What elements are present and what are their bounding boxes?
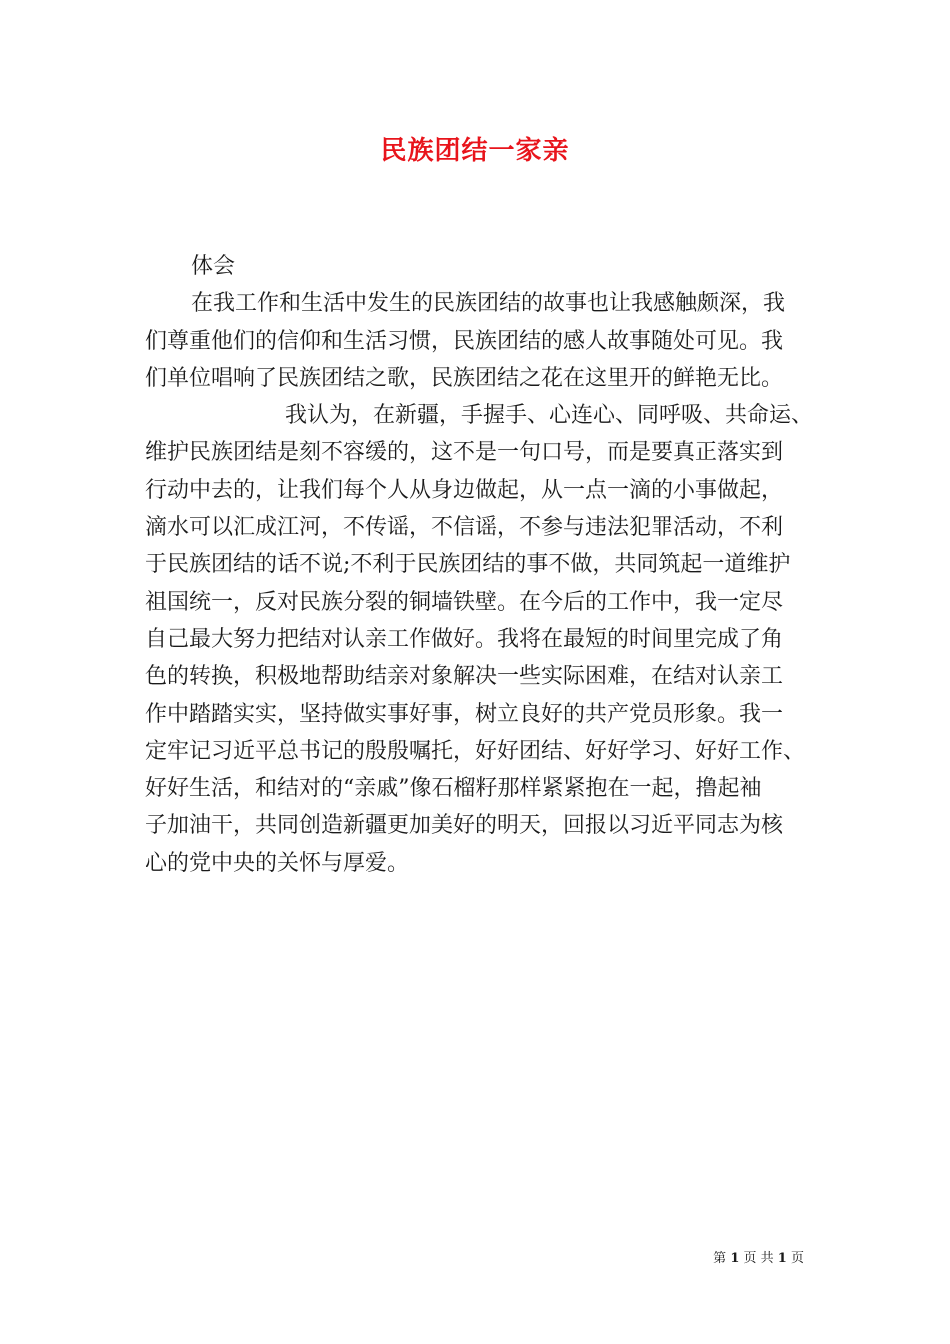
paragraph-line: 定牢记习近平总书记的殷殷嘱托，好好团结、好好学习、好好工作、 <box>145 738 806 764</box>
footer-middle: 页 共 <box>743 1251 774 1266</box>
paragraph-line: 我认为，在新疆，手握手、心连心、同呼吸、共命运、 <box>285 403 814 429</box>
heading-label: 体会 <box>191 254 236 279</box>
paragraph-line: 作中踏踏实实，坚持做实事好事，树立良好的共产党员形象。我一 <box>145 701 784 727</box>
paragraph-line: 心的党中央的关怀与厚爱。 <box>145 850 410 876</box>
paragraph-line: 们尊重他们的信仰和生活习惯，民族团结的感人故事随处可见。我 <box>145 328 784 354</box>
paragraph-line: 于民族团结的话不说;不利于民族团结的事不做，共同筑起一道维护 <box>145 552 791 578</box>
footer-prefix: 第 <box>713 1251 727 1266</box>
footer-page-number: 1 <box>730 1251 740 1266</box>
page-footer <box>713 1247 804 1266</box>
paragraph-line: 在我工作和生活中发生的民族团结的故事也让我感触颇深，我 <box>191 291 786 317</box>
paragraph-line: 滴水可以汇成江河，不传谣，不信谣，不参与违法犯罪活动，不利 <box>145 515 784 541</box>
paragraph-line: 行动中去的，让我们每个人从身边做起，从一点一滴的小事做起， <box>145 477 784 503</box>
footer-total-pages: 1 <box>777 1251 787 1266</box>
paragraph-2 <box>145 397 814 882</box>
paragraph-line: 自己最大努力把结对认亲工作做好。我将在最短的时间里完成了角 <box>145 626 784 652</box>
paragraph-line: 色的转换，积极地帮助结亲对象解决一些实际困难，在结对认亲工 <box>145 664 784 690</box>
document-title: 民族团结一家亲 <box>380 136 570 166</box>
document-body <box>145 248 814 882</box>
paragraph-line: 们单位唱响了民族团结之歌，民族团结之花在这里开的鲜艳无比。 <box>145 365 784 391</box>
paragraph-line: 子加油干，共同创造新疆更加美好的明天，回报以习近平同志为核 <box>145 813 784 839</box>
paragraph-line: 祖国统一，反对民族分裂的铜墙铁壁。在今后的工作中，我一定尽 <box>145 589 784 615</box>
paragraph-line: 维护民族团结是刻不容缓的，这不是一句口号，而是要真正落实到 <box>145 440 784 466</box>
paragraph-line: 好好生活，和结对的“亲戚”像石榴籽那样紧紧抱在一起，撸起袖 <box>145 776 762 802</box>
paragraph-1 <box>145 285 805 397</box>
footer-suffix: 页 <box>790 1251 804 1266</box>
